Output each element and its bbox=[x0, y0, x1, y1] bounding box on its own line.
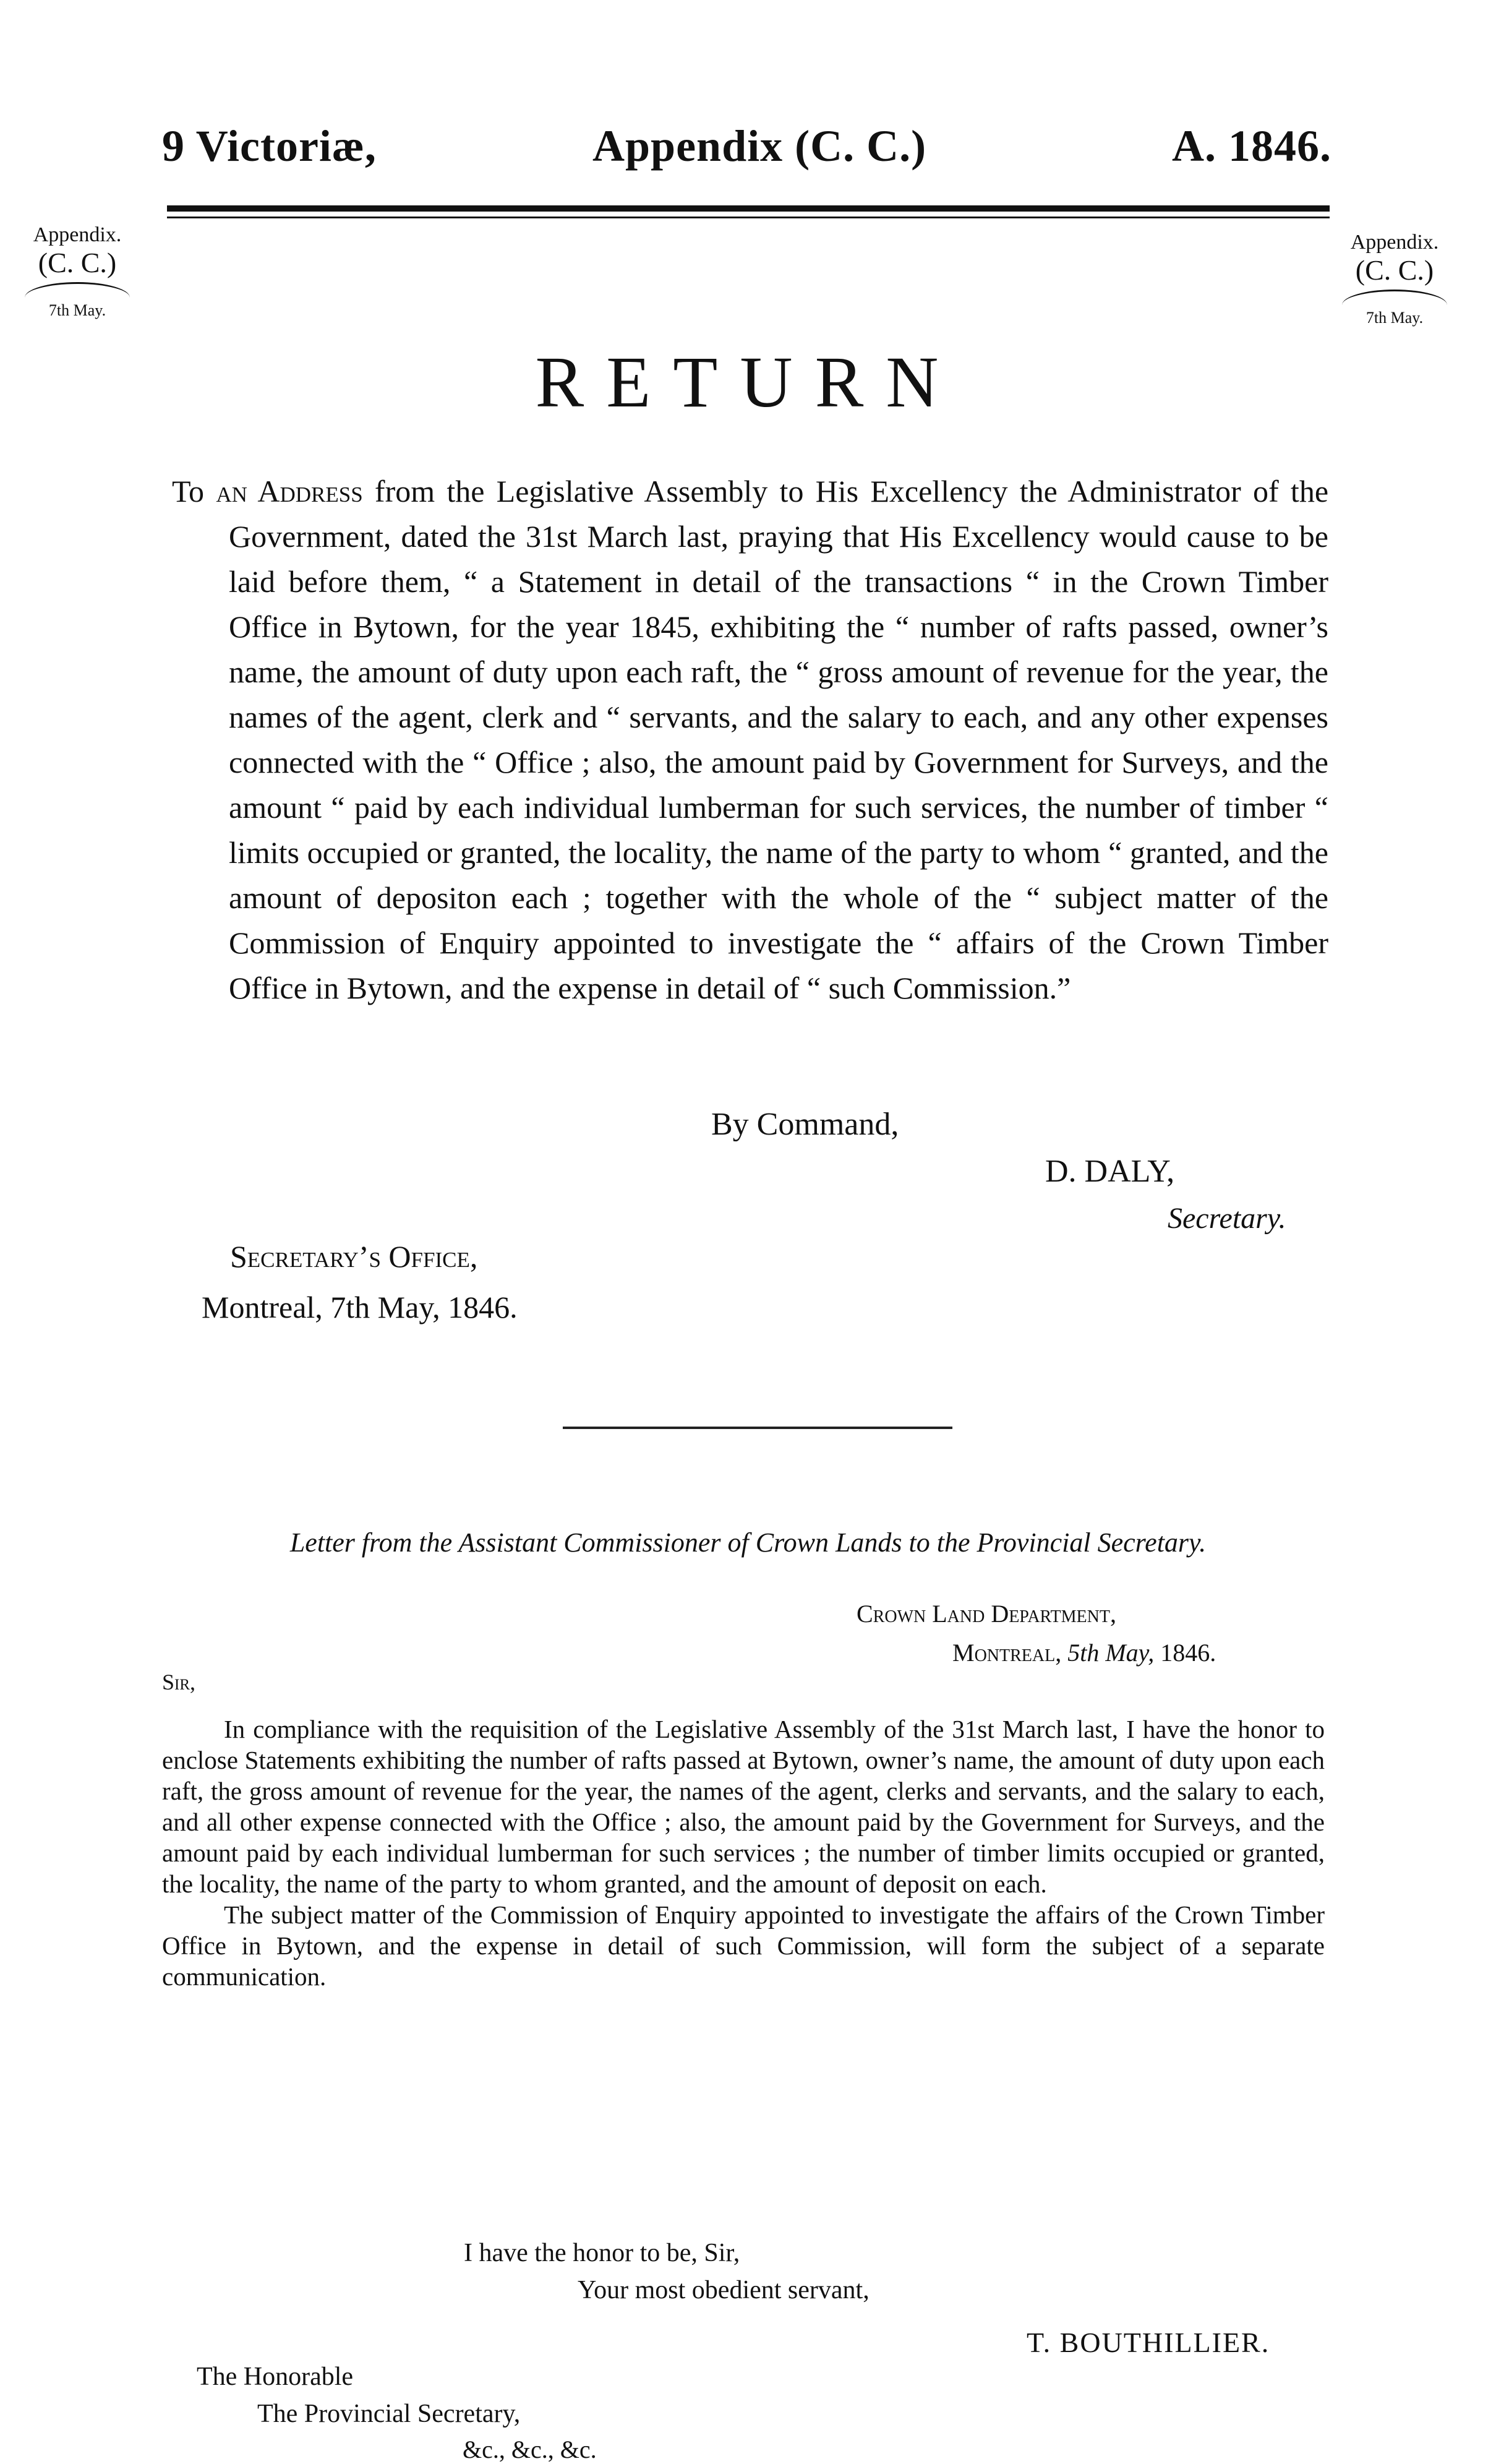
letter-closing-1: I have the honor to be, Sir, bbox=[464, 2239, 740, 2267]
margin-note-code: (C. C.) bbox=[38, 247, 117, 279]
header-center: Appendix (C. C.) bbox=[592, 121, 927, 171]
address-body: from the Legislative Assembly to His Excellency the Administrator of the Government, dated the 31st March last, praying that His Excellency would cause to be laid before them, “ a Statement in detail of the transactions “ in the Crown Timber Office in Bytown, for the year 1845, exhibiting the “ number of rafts passed, owner’s name, the amount of duty upon each raft, the “ gross amount of revenue for the year, the names of the agent, clerk and “ servants, and the salary to each, and any other expenses connected with the “ Office ; also, the amount paid by Government for Surveys, and the amount “ paid by each individual lumberman for such services, the number of timber “ limits occupied or granted, the locality, the name of the party to whom “ granted, and the amount of depositon each ; together with the whole of the “ subject matter of the Commission of Enquiry appointed to investigate the “ affairs of the Crown Timber Office in Bytown, and the expense in detail of “ such Commission.” bbox=[229, 474, 1329, 1005]
section-divider bbox=[563, 1427, 952, 1429]
header-left: 9 Victoriæ, bbox=[162, 121, 377, 171]
address-text bbox=[172, 469, 1328, 1011]
margin-note-date: 7th May. bbox=[1366, 308, 1424, 327]
header-rule-thin bbox=[167, 217, 1330, 218]
address-paragraph bbox=[172, 469, 1328, 1011]
letter-signer: T. BOUTHILLIER. bbox=[1027, 2327, 1270, 2358]
margin-note-right bbox=[1336, 230, 1453, 327]
header-rule-thick bbox=[167, 205, 1330, 212]
margin-note-code: (C. C.) bbox=[1355, 254, 1434, 286]
margin-note-label: Appendix. bbox=[33, 223, 122, 246]
letter-title: Letter from the Assistant Commissioner of Crown Lands to the Provincial Secretary. bbox=[289, 1527, 1207, 1558]
margin-note-left bbox=[19, 223, 136, 320]
addressee-line-3: &c., &c., &c. bbox=[463, 2436, 597, 2463]
margin-note-date: 7th May. bbox=[48, 301, 106, 319]
signatory-name: D. DALY, bbox=[1045, 1154, 1175, 1189]
brace-icon bbox=[25, 282, 130, 298]
address-lead-smallcaps: an Address bbox=[216, 474, 363, 509]
letter-date: 5th May, bbox=[1067, 1639, 1155, 1667]
office-name: Secretary’s Office, bbox=[230, 1239, 478, 1274]
document-title: RETURN bbox=[535, 341, 961, 423]
brace-icon bbox=[1342, 290, 1447, 305]
margin-note-label: Appendix. bbox=[1350, 231, 1439, 254]
letter-body bbox=[162, 1714, 1325, 1992]
letter-place: Montreal, bbox=[952, 1639, 1062, 1667]
signatory-title: Secretary. bbox=[1168, 1202, 1286, 1235]
letter-year: 1846. bbox=[1160, 1639, 1216, 1667]
addressee-line-2: The Provincial Secretary, bbox=[257, 2400, 521, 2428]
by-command: By Command, bbox=[711, 1107, 899, 1142]
addressee-line-1: The Honorable bbox=[197, 2363, 354, 2391]
letter-salutation: Sir, bbox=[162, 1670, 196, 1694]
address-lead: To bbox=[172, 474, 205, 509]
letter-closing-2: Your most obedient servant, bbox=[578, 2276, 870, 2304]
header-right: A. 1846. bbox=[1172, 121, 1331, 171]
letter-place-date bbox=[952, 1638, 1216, 1667]
letter-paragraph: The subject matter of the Commission of Enquiry appointed to investigate the affairs of the Crown Timber Office in Bytown, and the expense in detail of such Commission, will form the subject of a separate communication. bbox=[162, 1900, 1325, 1991]
office-date: Montreal, 7th May, 1846. bbox=[202, 1290, 518, 1324]
letter-department: Crown Land Department, bbox=[857, 1600, 1116, 1628]
letter-paragraph: In compliance with the requisition of the Legislative Assembly of the 31st March last, I have the honor to enclose Statements exhibiting the number of rafts passed at Bytown, owner’s name, the amount of duty upon each raft, the gross amount of revenue for the year, the names of the agent, clerks and servants, and the salary to each, and all other expense connected with the Office ; also, the amount paid by the Government for Surveys, and the amount paid by each individual lumberman for such services ; the number of timber limits occupied or granted, the locality, the name of the party to whom granted, and the amount of deposit on each. bbox=[162, 1715, 1325, 1898]
